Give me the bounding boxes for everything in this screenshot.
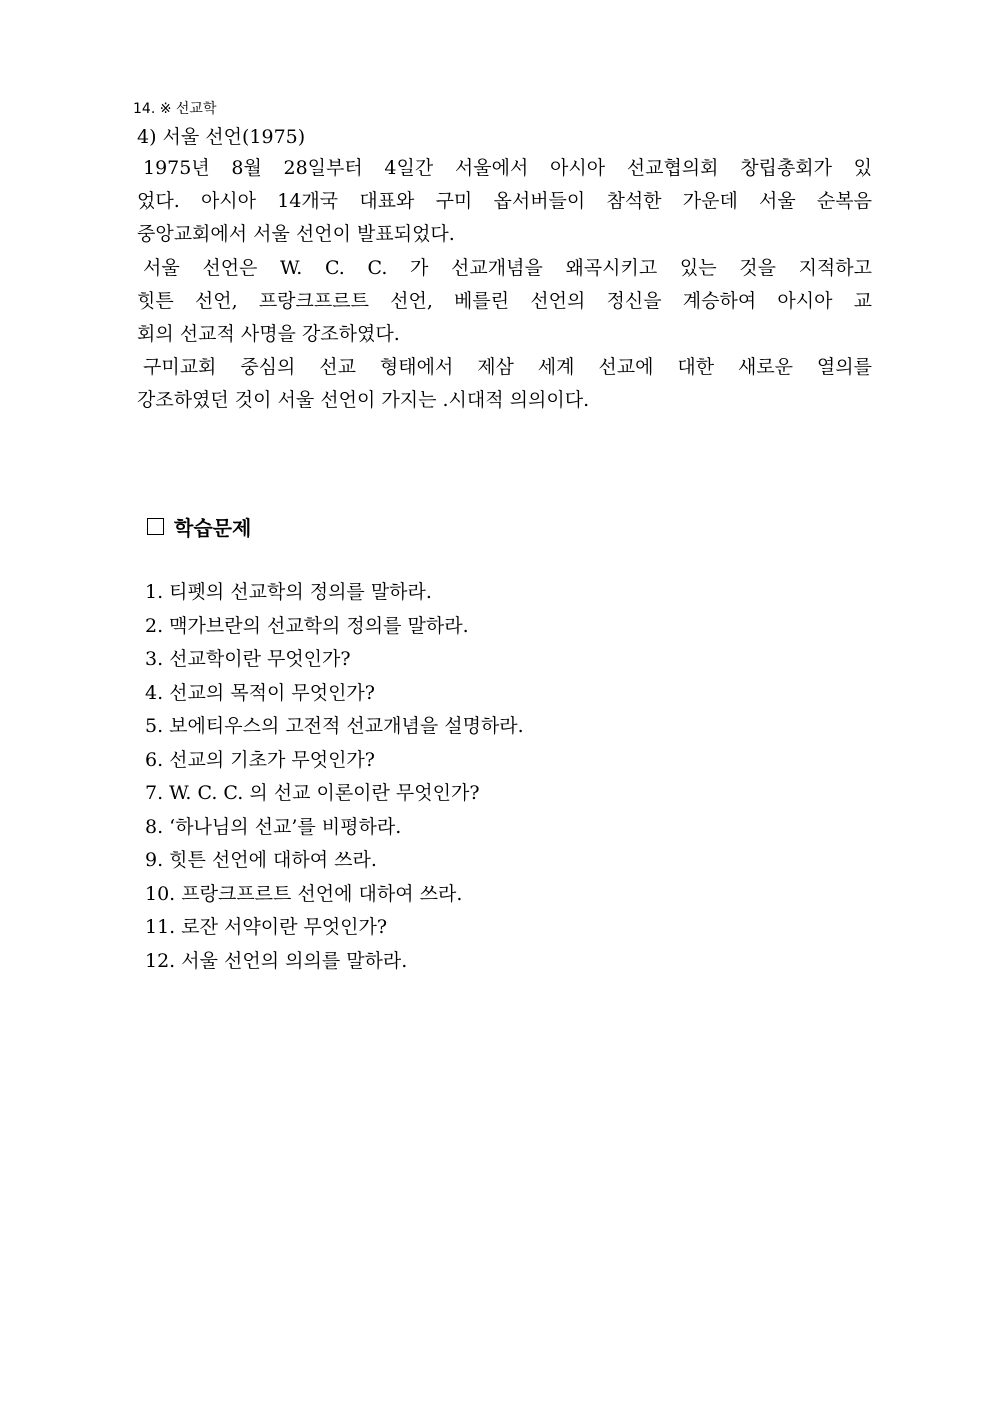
question-item: 10. 프랑크프르트 선언에 대하여 쓰라. [145, 882, 463, 905]
paragraph [137, 351, 872, 417]
text-line: 구미교회 중심의 선교 형태에서 제삼 세계 선교에 대한 새로운 열의를 [143, 356, 872, 379]
question-item: 7. W. C. C. 의 선교 이론이란 무엇인가? [145, 782, 480, 804]
question-item: 12. 서울 선언의 의의를 말하라. [145, 949, 408, 972]
text-line: 서울 선언은 W. C. C. 가 선교개념을 왜곡시키고 있는 것을 지적하고 [143, 256, 872, 279]
text-line: 힛튼 선언, 프랑크프르트 선언, 베를린 선언의 정신을 계승하여 아시아 교 [137, 289, 872, 312]
question-item: 2. 맥가브란의 선교학의 정의를 말하라. [145, 614, 469, 637]
paragraph [137, 152, 872, 252]
question-item: 4. 선교의 목적이 무엇인가? [145, 681, 375, 704]
page-header: 14. ※ 선교학 [133, 101, 217, 117]
questions-heading-text: 학습문제 [174, 516, 252, 540]
question-item: 1. 티펫의 선교학의 정의를 말하라. [145, 581, 432, 603]
paragraph [137, 252, 872, 352]
question-item: 9. 힛튼 선언에 대하여 쓰라. [145, 849, 377, 871]
questions-heading [147, 512, 251, 541]
question-item: 8. ‘하나님의 선교’를 비평하라. [145, 815, 402, 838]
question-item: 5. 보에티우스의 고전적 선교개념을 설명하라. [145, 715, 524, 737]
question-item: 6. 선교의 기초가 무엇인가? [145, 748, 375, 771]
section-title: 4) 서울 선언(1975) [137, 126, 306, 148]
checkbox-square-icon [147, 518, 164, 535]
text-line: 중앙교회에서 서울 선언이 발표되었다. [137, 223, 455, 246]
text-line: 강조하였던 것이 서울 선언이 가지는 .시대적 의의이다. [137, 389, 590, 412]
text-line: 회의 선교적 사명을 강조하였다. [137, 322, 400, 345]
question-item: 3. 선교학이란 무엇인가? [145, 648, 351, 670]
text-line: 1975년 8월 28일부터 4일간 서울에서 아시아 선교협의회 창립총회가 있 [143, 157, 872, 179]
question-item: 11. 로잔 서약이란 무엇인가? [145, 916, 388, 938]
text-line: 었다. 아시아 14개국 대표와 구미 옵서버들이 참석한 가운데 서울 순복음 [137, 190, 872, 213]
questions-list [145, 576, 524, 978]
body-text [137, 152, 872, 418]
